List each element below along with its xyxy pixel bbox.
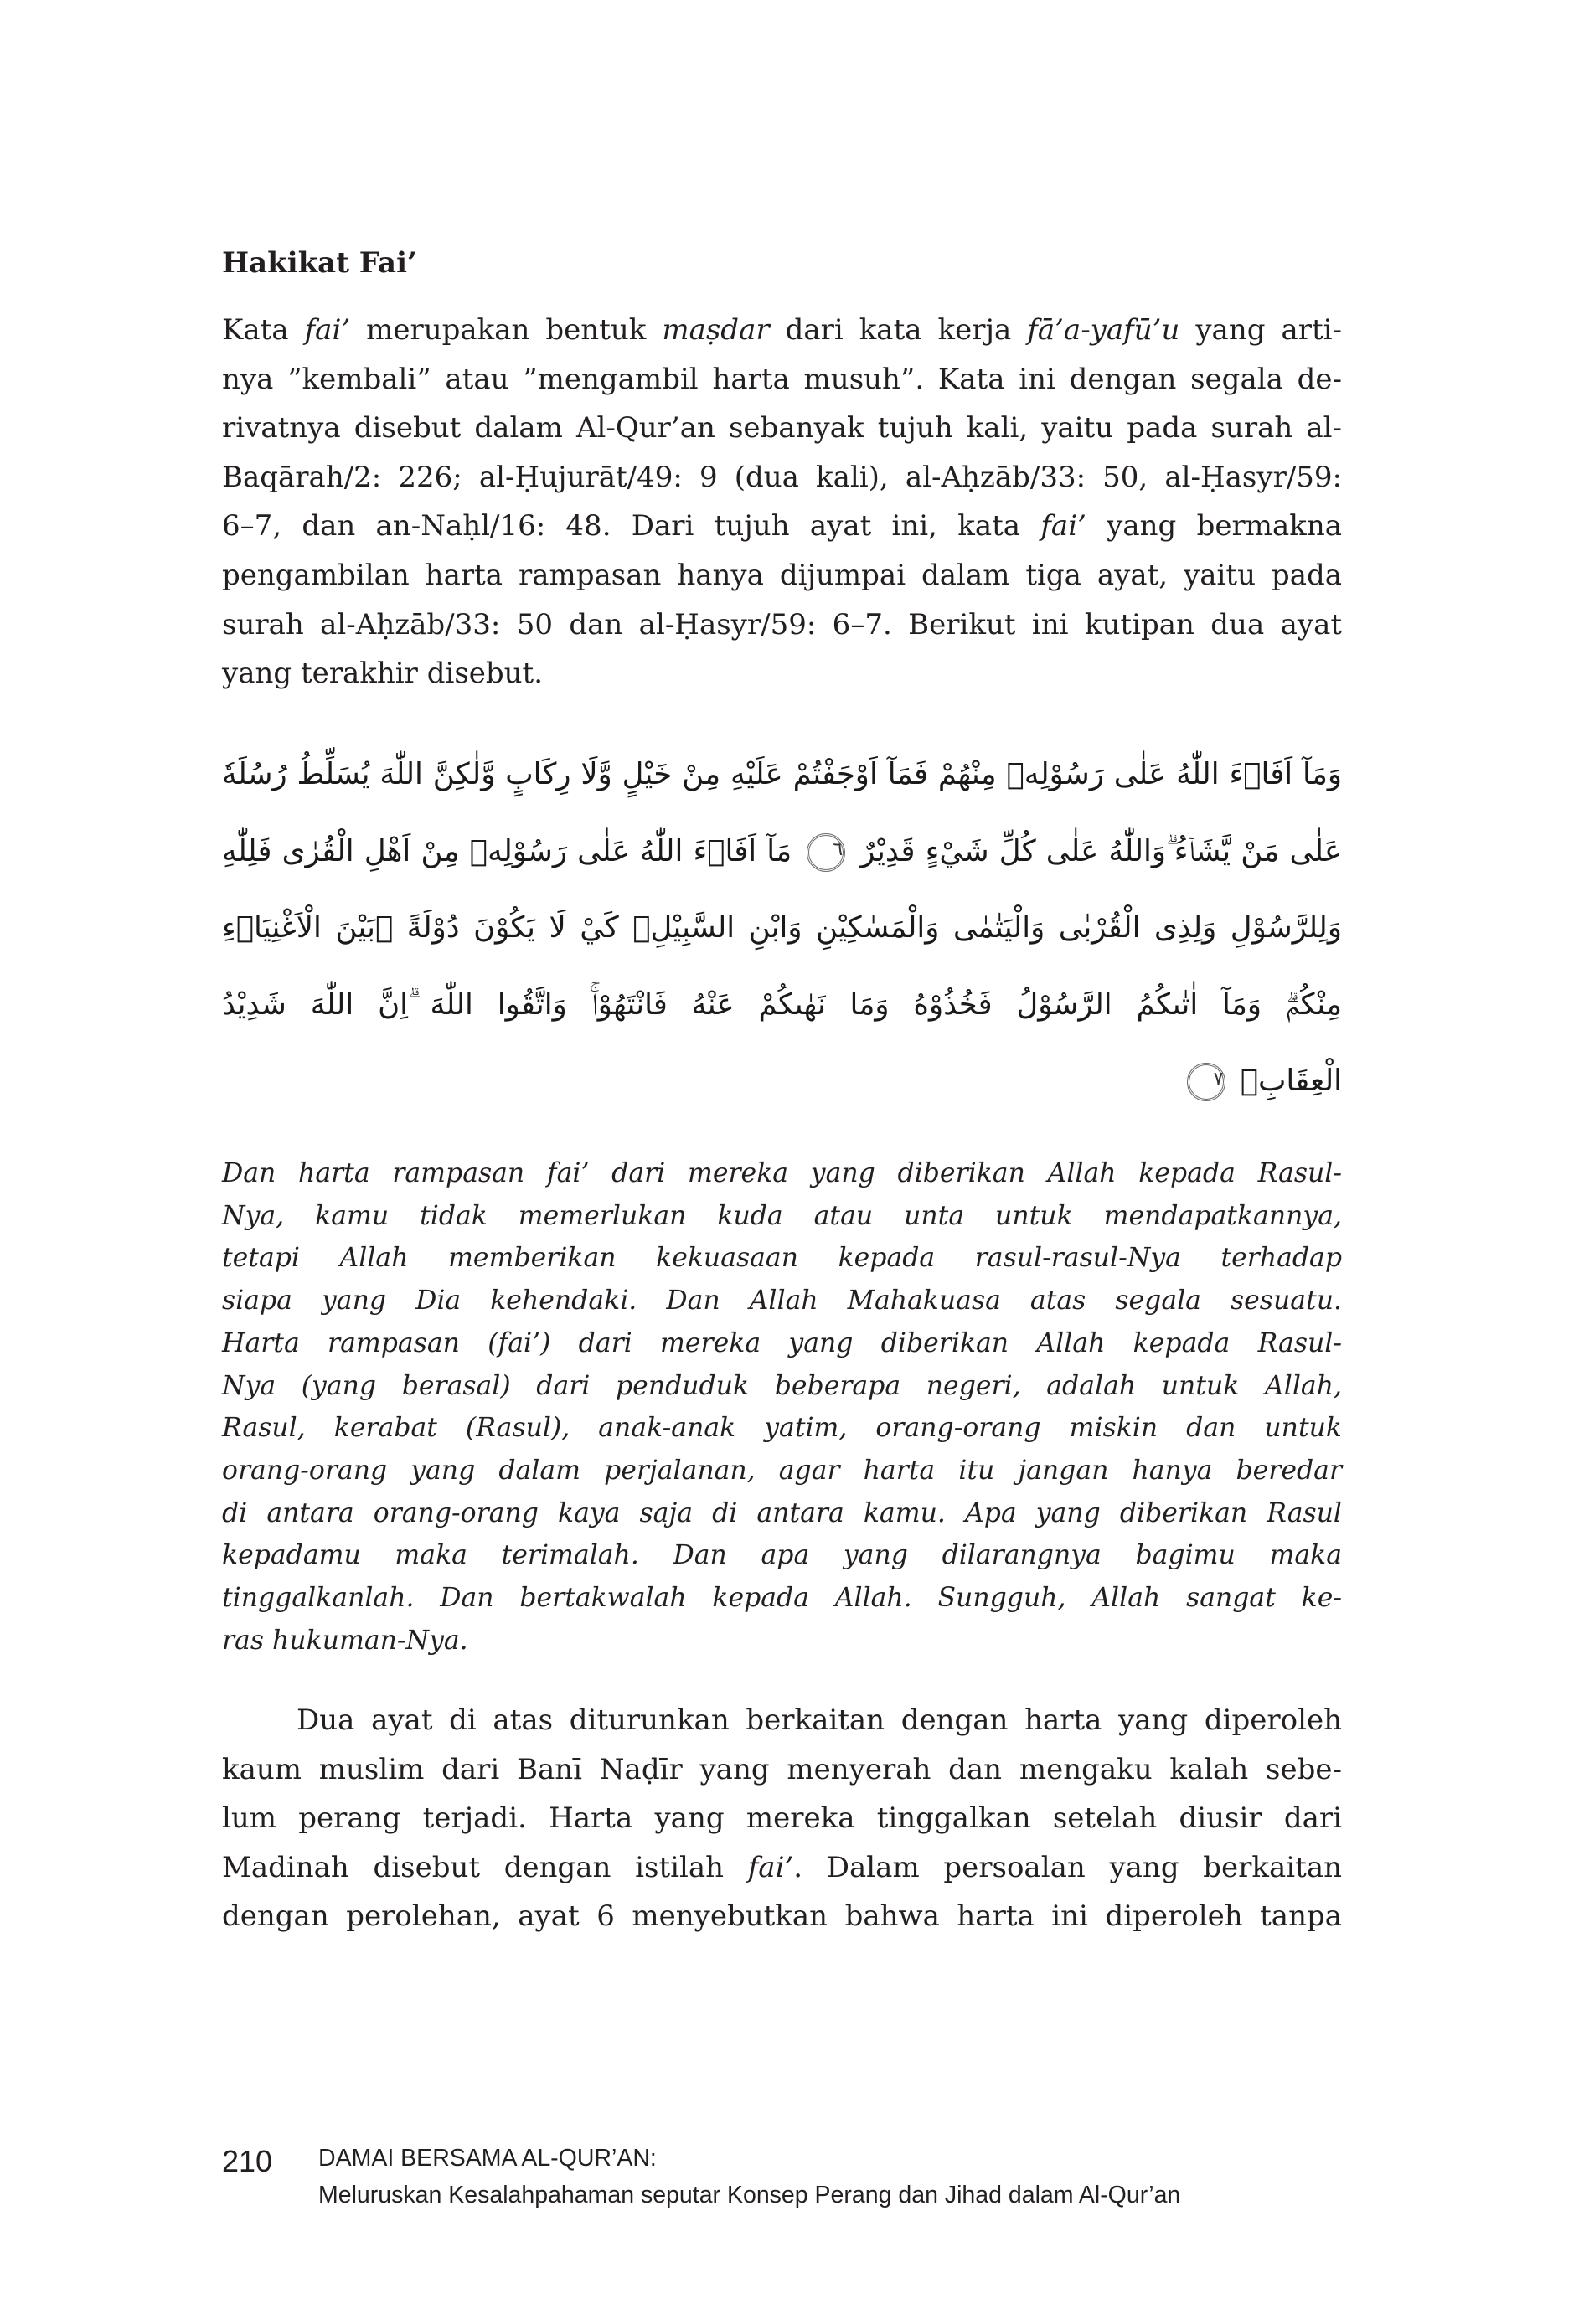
paragraph-line xyxy=(222,1794,1342,1843)
body-paragraph xyxy=(222,306,1342,698)
book-subtitle: Meluruskan Kesalahpahaman seputar Konsep Perang dan Jihad dalam Al-Qur’an xyxy=(318,2182,1181,2208)
translation-line: orang-orang yang dalam perjalanan, agar harta itu jangan hanya beredar xyxy=(222,1455,1342,1486)
paragraph-line xyxy=(222,551,1342,600)
paragraph-line xyxy=(222,600,1342,650)
page-footer xyxy=(318,2140,1180,2213)
translation-line: di antara orang-orang kaya saja di antara kamu. Apa yang diberikan Rasul xyxy=(222,1497,1342,1528)
text-run: مَآ اَفَاۤءَ اللّٰهُ عَلٰى رَسُوْلِهٖ مِنْ اَهْلِ الْقُرٰى فَلِلّٰهِ xyxy=(222,833,802,868)
text-run: nya ”kembali” atau ”mengambil harta musuh”. Kata ini dengan segala de- xyxy=(222,362,1342,396)
italic-term: fai’ xyxy=(1040,509,1086,544)
text-run: surah al-Aḥzāb/33: 50 dan al-Ḥasyr/59: 6–7. Berikut ini kutipan dua ayat xyxy=(222,607,1342,642)
italic-term: fai’ xyxy=(304,313,351,347)
text-run: Dua ayat di atas diturunkan berkaitan dengan harta yang diperoleh xyxy=(297,1703,1342,1737)
quran-verse-line xyxy=(222,889,1342,966)
text-run: pengambilan harta rampasan hanya dijumpai dalam tiga ayat, yaitu pada xyxy=(222,558,1342,592)
text-run: Madinah disebut dengan istilah xyxy=(222,1850,748,1884)
paragraph-line xyxy=(222,453,1342,502)
paragraph-line xyxy=(222,1843,1342,1893)
translation-line: siapa yang Dia kehendaki. Dan Allah Mahakuasa atas segala sesuatu. xyxy=(222,1286,1342,1317)
paragraph-line xyxy=(222,1696,1342,1745)
text-run: الْعِقَابِۘ xyxy=(1231,1064,1342,1099)
quran-verses xyxy=(222,736,1342,1120)
paragraph-line xyxy=(222,306,1342,355)
text-run: Kata xyxy=(222,313,305,347)
paragraph-line xyxy=(222,404,1342,453)
quran-verse-line xyxy=(222,736,1342,813)
translation-line: tetapi Allah memberikan kekuasaan kepada rasul-rasul-Nya terhadap xyxy=(222,1243,1342,1274)
translation-line: kepadamu maka terimalah. Dan apa yang dilarangnya bagimu maka xyxy=(222,1540,1342,1571)
text-run: yang bermakna xyxy=(1086,509,1342,544)
body-paragraph xyxy=(222,1696,1342,1941)
text-run: وَلِلرَّسُوْلِ وَلِذِى الْقُرْبٰى وَالْيَتٰمٰى وَالْمَسٰكِيْنِ وَابْنِ السَّبِيْلِۙ كَيْ لَا يَكُوْنَ دُوْلَةً ۢبَيْنَ الْاَغْنِيَاۤءِ xyxy=(222,910,1342,946)
ayah-number-marker: ٦ xyxy=(807,833,845,872)
text-run: rivatnya disebut dalam Al-Qur’an sebanyak tujuh kali, yaitu pada surah al- xyxy=(222,411,1342,446)
text-run: dari kata kerja xyxy=(769,313,1028,347)
translation-line: Rasul, kerabat (Rasul), anak-anak yatim, orang-orang miskin dan untuk xyxy=(222,1413,1342,1444)
italic-term: maṣdar xyxy=(662,313,770,347)
text-run: lum perang terjadi. Harta yang mereka tinggalkan setelah diusir dari xyxy=(222,1801,1342,1836)
text-run: yang terakhir disebut. xyxy=(222,657,544,691)
text-run: . Dalam persoalan yang berkaitan xyxy=(793,1850,1342,1884)
page-number: 210 xyxy=(222,2144,273,2178)
paragraph-line xyxy=(222,355,1342,405)
italic-term: fai’ xyxy=(747,1850,794,1884)
paragraph-line xyxy=(222,649,1342,698)
book-title: DAMAI BERSAMA AL-QUR’AN: xyxy=(318,2145,657,2172)
text-run: dengan perolehan, ayat 6 menyebutkan bahwa harta ini diperoleh tanpa xyxy=(222,1899,1342,1934)
translation-line: Dan harta rampasan fai’ dari mereka yang diberikan Allah kepada Rasul- xyxy=(222,1158,1342,1188)
quran-verse-line xyxy=(222,966,1342,1043)
paragraph-line xyxy=(222,502,1342,551)
text-run: Baqārah/2: 226; al-Ḥujurāt/49: 9 (dua kali), al-Aḥzāb/33: 50, al-Ḥasyr/59: xyxy=(222,460,1342,494)
text-run: مِنْكُمْۗ وَمَآ اٰتٰىكُمُ الرَّسُوْلُ فَخُذُوْهُ وَمَا نَهٰىكُمْ عَنْهُ فَانْتَهُوْاۚ وَاتَّقُوا اللّٰهَ ۗاِنَّ اللّٰهَ شَدِيْدُ xyxy=(222,987,1342,1022)
quran-verse-line xyxy=(222,813,1342,890)
text-run: kaum muslim dari Banī Naḍīr yang menyerah dan mengaku kalah sebe- xyxy=(222,1752,1342,1786)
text-run: yang arti- xyxy=(1179,313,1343,347)
text-run: عَلٰى مَنْ يَّشَاۤءُ ۗوَاللّٰهُ عَلٰى كُلِّ شَيْءٍ قَدِيْرٌ xyxy=(850,833,1343,868)
translation-line: Nya (yang berasal) dari penduduk beberapa negeri, adalah untuk Allah, xyxy=(222,1370,1342,1401)
translation-line: ras hukuman-Nya. xyxy=(222,1625,468,1656)
translation-line: Nya, kamu tidak memerlukan kuda atau unta untuk mendapatkannya, xyxy=(222,1200,1342,1231)
paragraph-line xyxy=(222,1892,1342,1941)
ayah-number-marker: ٧ xyxy=(1187,1063,1225,1101)
translation-line: tinggalkanlah. Dan bertakwalah kepada Allah. Sungguh, Allah sangat ke- xyxy=(222,1583,1342,1614)
text-run: وَمَآ اَفَاۤءَ اللّٰهُ عَلٰى رَسُوْلِهٖ مِنْهُمْ فَمَآ اَوْجَفْتُمْ عَلَيْهِ مِنْ خَيْلٍ وَّلَا رِكَابٍ وَّلٰكِنَّ اللّٰهَ يُسَلِّطُ رُسُلَهٗ xyxy=(222,757,1342,791)
translation-line: Harta rampasan (fai’) dari mereka yang diberikan Allah kepada Rasul- xyxy=(222,1327,1342,1358)
text-run: 6–7, dan an-Naḥl/16: 48. Dari tujuh ayat ini, kata xyxy=(222,509,1041,544)
verse-translation xyxy=(222,1152,1342,1662)
section-heading: Hakikat Fai’ xyxy=(222,246,417,280)
italic-term: fā’a-yafū’u xyxy=(1027,313,1180,347)
paragraph-line xyxy=(222,1745,1342,1795)
quran-verse-line xyxy=(222,1043,1342,1120)
text-run: merupakan bentuk xyxy=(350,313,663,347)
